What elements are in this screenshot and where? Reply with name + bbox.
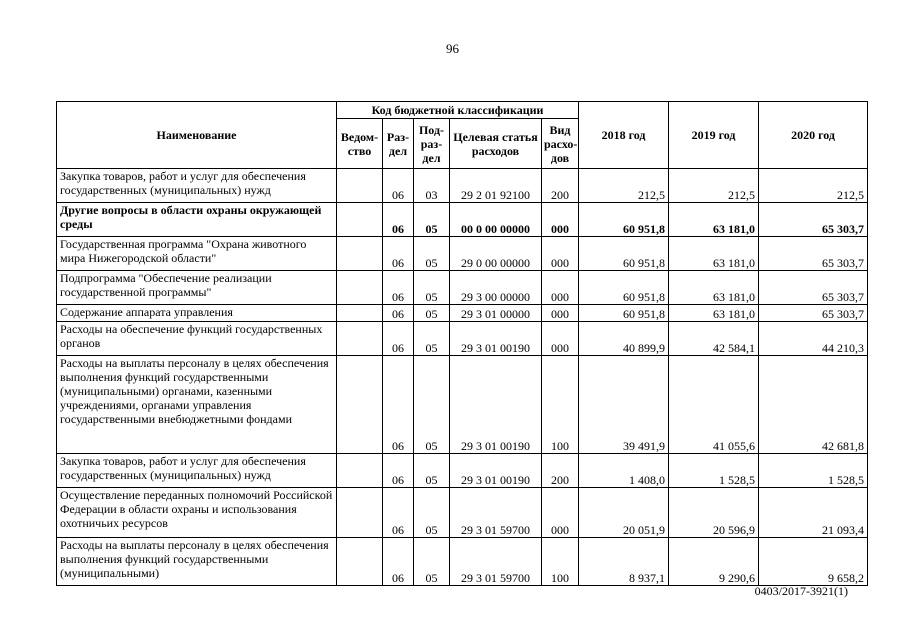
row-name: Закупка товаров, работ и услуг для обеспечения государственных (муниципальных) нужд (57, 169, 337, 203)
table-row (57, 305, 868, 322)
row-vedom (337, 237, 383, 271)
table-row (57, 169, 868, 203)
row-2018: 1 408,0 (579, 454, 669, 488)
row-vid: 200 (542, 454, 579, 488)
row-tselevaya: 29 2 01 92100 (450, 169, 542, 203)
row-name: Расходы на обеспечение функций государственных органов (57, 322, 337, 356)
row-2019: 212,5 (669, 169, 759, 203)
row-2019: 41 055,6 (669, 356, 759, 454)
row-razdel: 06 (383, 271, 414, 305)
row-2020: 1 528,5 (759, 454, 868, 488)
row-podrazdel: 05 (414, 356, 450, 454)
row-vedom (337, 454, 383, 488)
row-2020: 65 303,7 (759, 203, 868, 237)
row-tselevaya: 29 3 01 59700 (450, 538, 542, 586)
row-tselevaya: 29 0 00 00000 (450, 237, 542, 271)
row-razdel: 06 (383, 454, 414, 488)
row-name: Закупка товаров, работ и услуг для обеспечения государственных (муниципальных) нужд (57, 454, 337, 488)
row-vedom (337, 203, 383, 237)
row-2018: 40 899,9 (579, 322, 669, 356)
row-tselevaya: 29 3 01 00190 (450, 322, 542, 356)
table-row (57, 271, 868, 305)
header-vid: Вид расхо-дов (542, 119, 579, 169)
row-vid: 000 (542, 305, 579, 322)
header-razdel: Раз-дел (383, 119, 414, 169)
row-name: Расходы на выплаты персоналу в целях обеспечения выполнения функций государственными (муниципальными) (57, 538, 337, 586)
row-razdel: 06 (383, 488, 414, 538)
row-2020: 9 658,2 (759, 538, 868, 586)
row-2019: 63 181,0 (669, 271, 759, 305)
row-razdel: 06 (383, 538, 414, 586)
page-number: 96 (446, 41, 459, 56)
row-vedom (337, 356, 383, 454)
row-podrazdel: 05 (414, 488, 450, 538)
row-vedom (337, 271, 383, 305)
row-name: Расходы на выплаты персоналу в целях обеспечения выполнения функций государственными (муниципальными) органами, казенными учреждениями, органами управления государственными внебюджетными фондами (57, 356, 337, 454)
row-2020: 65 303,7 (759, 237, 868, 271)
row-podrazdel: 05 (414, 454, 450, 488)
row-razdel: 06 (383, 305, 414, 322)
table-row (57, 322, 868, 356)
row-vid: 000 (542, 488, 579, 538)
budget-table (56, 101, 868, 586)
row-name: Другие вопросы в области охраны окружающей среды (57, 203, 337, 237)
row-razdel: 06 (383, 203, 414, 237)
header-podrazdel: Под-раз-дел (414, 119, 450, 169)
row-2019: 63 181,0 (669, 305, 759, 322)
row-tselevaya: 29 3 01 00190 (450, 356, 542, 454)
row-podrazdel: 05 (414, 322, 450, 356)
table-row (57, 237, 868, 271)
row-vid: 200 (542, 169, 579, 203)
row-vedom (337, 305, 383, 322)
row-tselevaya: 29 3 00 00000 (450, 271, 542, 305)
header-code-group: Код бюджетной классификации (337, 102, 579, 119)
row-2018: 39 491,9 (579, 356, 669, 454)
table-row (57, 454, 868, 488)
row-2019: 63 181,0 (669, 237, 759, 271)
row-2018: 60 951,8 (579, 271, 669, 305)
header-tselevaya: Целевая статья расходов (450, 119, 542, 169)
row-podrazdel: 03 (414, 169, 450, 203)
row-2020: 65 303,7 (759, 271, 868, 305)
row-2019: 20 596,9 (669, 488, 759, 538)
row-podrazdel: 05 (414, 271, 450, 305)
row-2020: 44 210,3 (759, 322, 868, 356)
row-vid: 000 (542, 322, 579, 356)
row-podrazdel: 05 (414, 538, 450, 586)
row-2019: 9 290,6 (669, 538, 759, 586)
row-vid: 100 (542, 356, 579, 454)
document-code: 0403/2017-3921(1) (754, 584, 848, 598)
row-podrazdel: 05 (414, 305, 450, 322)
row-tselevaya: 29 3 01 00000 (450, 305, 542, 322)
row-2018: 60 951,8 (579, 203, 669, 237)
row-razdel: 06 (383, 237, 414, 271)
row-vid: 000 (542, 271, 579, 305)
table-row (57, 356, 868, 454)
row-podrazdel: 05 (414, 237, 450, 271)
row-razdel: 06 (383, 169, 414, 203)
row-vid: 000 (542, 203, 579, 237)
row-name: Осуществление переданных полномочий Российской Федерации в области охраны и использования охотничьих ресурсов (57, 488, 337, 538)
row-2020: 212,5 (759, 169, 868, 203)
row-vedom (337, 488, 383, 538)
row-name: Подпрограмма "Обеспечение реализации государственной программы" (57, 271, 337, 305)
row-2018: 60 951,8 (579, 305, 669, 322)
row-2020: 42 681,8 (759, 356, 868, 454)
row-tselevaya: 29 3 01 00190 (450, 454, 542, 488)
table-row (57, 488, 868, 538)
row-tselevaya: 00 0 00 00000 (450, 203, 542, 237)
header-vedom: Ведом-ство (337, 119, 383, 169)
table-row (57, 538, 868, 586)
row-2018: 8 937,1 (579, 538, 669, 586)
row-vedom (337, 538, 383, 586)
row-2019: 63 181,0 (669, 203, 759, 237)
row-vedom (337, 169, 383, 203)
row-2018: 60 951,8 (579, 237, 669, 271)
row-tselevaya: 29 3 01 59700 (450, 488, 542, 538)
row-name: Государственная программа "Охрана животного мира Нижегородской области" (57, 237, 337, 271)
row-2018: 212,5 (579, 169, 669, 203)
row-2020: 21 093,4 (759, 488, 868, 538)
header-2018: 2018 год (579, 102, 669, 169)
table-row (57, 203, 868, 237)
row-name: Содержание аппарата управления (57, 305, 337, 322)
header-2020: 2020 год (759, 102, 868, 169)
header-2019: 2019 год (669, 102, 759, 169)
row-vedom (337, 322, 383, 356)
row-podrazdel: 05 (414, 203, 450, 237)
header-name: Наименование (57, 102, 337, 169)
row-2018: 20 051,9 (579, 488, 669, 538)
row-2019: 42 584,1 (669, 322, 759, 356)
row-2020: 65 303,7 (759, 305, 868, 322)
row-razdel: 06 (383, 356, 414, 454)
row-vid: 000 (542, 237, 579, 271)
row-vid: 100 (542, 538, 579, 586)
row-razdel: 06 (383, 322, 414, 356)
row-2019: 1 528,5 (669, 454, 759, 488)
